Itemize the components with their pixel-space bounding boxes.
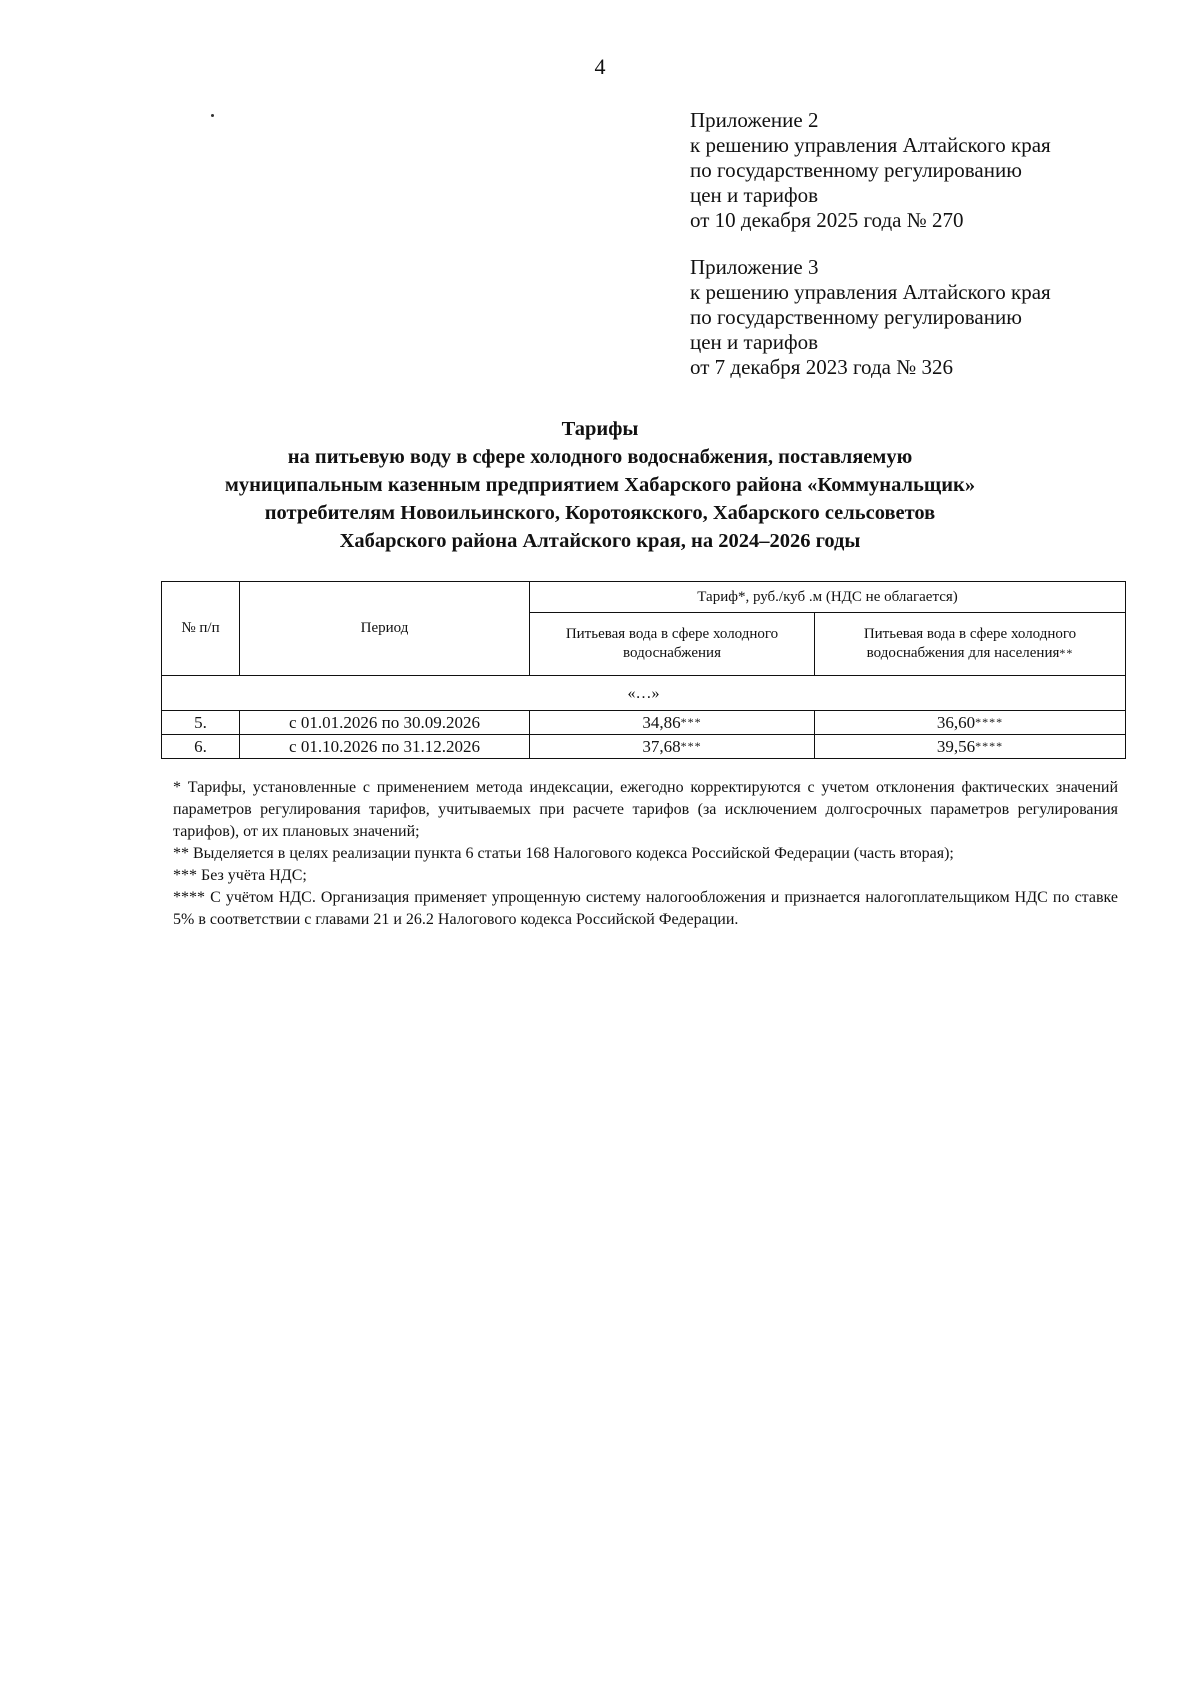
footnote-mark: *** [680,715,702,729]
header-tariff-2 [815,613,1126,676]
appendix-2-line: к решению управления Алтайского края [690,133,1051,157]
row-number: 5. [162,711,240,735]
appendix-2-line: Приложение 2 [690,108,819,132]
table-row [162,711,1126,735]
appendix-3-line: по государственному регулированию [690,305,1022,329]
footnotes [173,777,1118,931]
row-tariff-1 [530,711,815,735]
row-period: с 01.10.2026 по 31.12.2026 [240,735,530,759]
appendix-3-line: цен и тарифов [690,330,819,354]
footnote-mark: **** [975,739,1004,753]
document-title [0,415,1200,555]
row-tariff-2 [815,735,1126,759]
tariff-1-value: 34,86 [642,713,681,732]
title-line: Тарифы [561,418,639,440]
tariff-2-value: 39,56 [936,737,976,756]
row-tariff-1 [530,735,815,759]
appendix-3-line: Приложение 3 [690,255,819,279]
row-period: с 01.01.2026 по 30.09.2026 [240,711,530,735]
header-period: Период [240,582,530,676]
header-number: № п/п [162,582,240,676]
appendix-3-line: к решению управления Алтайского края [690,280,1051,304]
title-line: Хабарского района Алтайского края, на 2024–2026 годы [339,530,861,552]
appendix-2-line: цен и тарифов [690,183,819,207]
table-row [162,735,1126,759]
footnote-mark: *** [680,739,702,753]
table-ellipsis-row [162,676,1126,711]
row-tariff-2 [815,711,1126,735]
appendix-2-header [690,108,1051,233]
appendix-3-line: от 7 декабря 2023 года № 326 [690,355,953,379]
footnote-mark: ** [1059,646,1074,660]
header-tariff-1: Питьевая вода в сфере холодного водоснабжения [530,613,815,676]
page-number: 4 [594,54,606,79]
appendix-2-line: по государственному регулированию [690,158,1022,182]
table-header-row [162,582,1126,613]
appendix-3-header [690,255,1051,380]
scan-speck [211,114,214,117]
appendix-2-line: от 10 декабря 2025 года № 270 [690,208,964,232]
tariff-1-value: 37,68 [642,737,681,756]
footnote: **** С учётом НДС. Организация применяет упрощенную систему налогообложения и признается налогоплательщиком НДС по ставке 5% в соответствии с главами 21 и 26.2 Налогового кодекса Российской Федерации. [173,889,1118,928]
row-number: 6. [162,735,240,759]
omitted-rows-marker: «…» [162,676,1126,711]
footnote: *** Без учёта НДС; [173,867,307,884]
title-line: на питьевую воду в сфере холодного водоснабжения, поставляемую [287,446,913,468]
title-line: потребителям Новоильинского, Коротоякского, Хабарского сельсоветов [264,502,936,524]
header-tariff-group: Тариф*, руб./куб .м (НДС не облагается) [530,582,1126,613]
tariff-2-value: 36,60 [936,713,976,732]
tariff-table [161,581,1126,759]
header-tariff-2-label: Питьевая вода в сфере холодного водоснабжения для населения [863,626,1077,661]
footnote: ** Выделяется в целях реализации пункта 6 статьи 168 Налогового кодекса Российской Федерации (часть вторая); [173,845,954,862]
title-line: муниципальным казенным предприятием Хабарского района «Коммунальщик» [224,474,976,496]
footnote-mark: **** [975,715,1004,729]
footnote: * Тарифы, установленные с применением метода индексации, ежегодно корректируются с учетом отклонения фактических значений параметров регулирования тарифов, учитываемых при расчете тарифов (за исключением долгосрочных параметров регулирования тарифов), от их плановых значений; [173,779,1118,840]
